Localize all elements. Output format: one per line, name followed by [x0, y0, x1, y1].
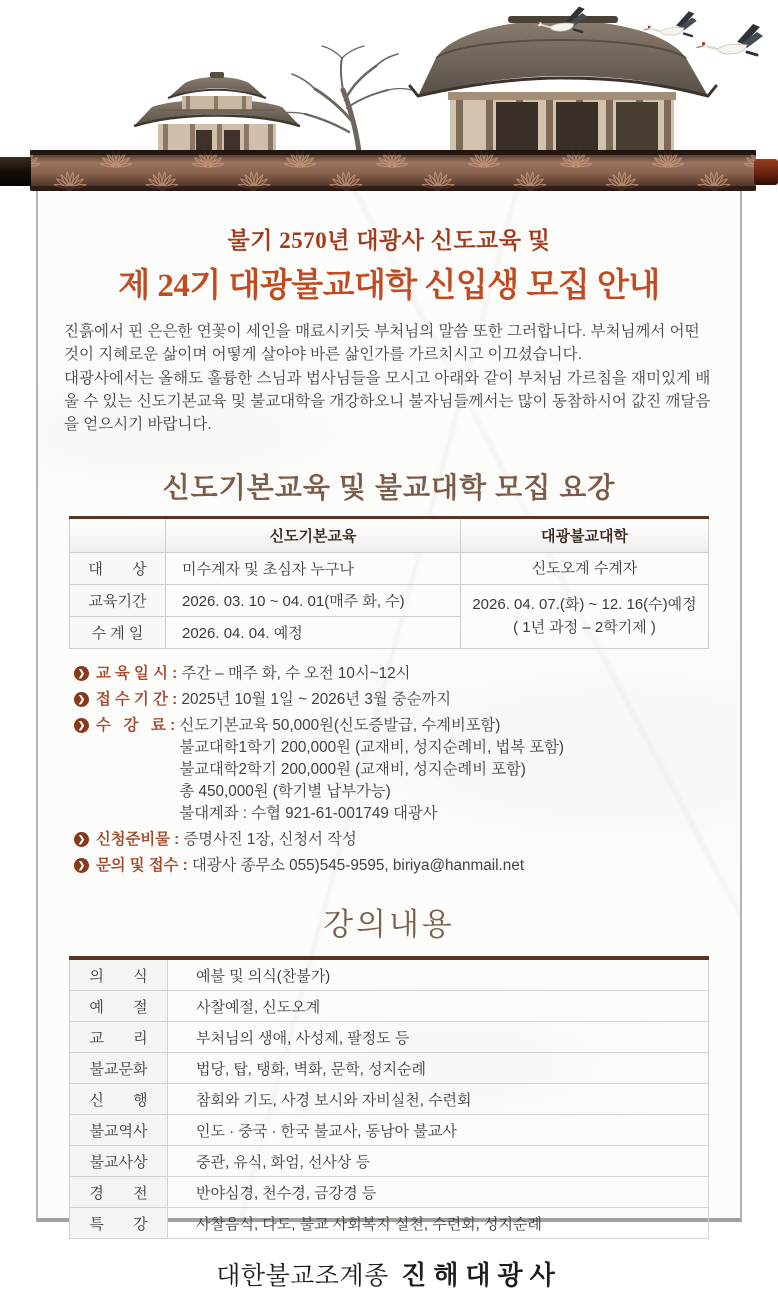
row-label-target: 대 상	[70, 553, 166, 585]
scroll-end-cap-right	[754, 159, 778, 185]
header-cell-buddhist-college: 대광불교대학	[461, 518, 709, 553]
detail-item-contact	[74, 855, 714, 877]
temple-right-illustration	[410, 16, 716, 164]
target-basic-value: 미수계자 및 초심자 누구나	[166, 553, 461, 585]
target-college-value: 신도오계 수계자	[461, 553, 709, 585]
detail-list	[74, 663, 714, 877]
table-row	[70, 1177, 709, 1208]
college-period-line1: 2026. 04. 07.(화) ~ 12. 16(수)예정	[472, 596, 697, 614]
detail-label: 수 강 료 :	[96, 717, 180, 735]
detail-label: 신청준비물 :	[96, 831, 184, 849]
recruitment-section-heading: 신도기본교육 및 불교대학 모집 요강	[162, 473, 616, 505]
arrow-bullet-icon: ❯	[74, 692, 89, 707]
table-row-target	[70, 553, 709, 585]
subject-content: 예불 및 의식(찬불가)	[168, 958, 709, 991]
precepts-basic-value: 2026. 04. 04. 예정	[166, 617, 461, 649]
subject-label: 불교역사	[70, 1115, 168, 1146]
subject-content: 중관, 유식, 화엄, 선사상 등	[168, 1146, 709, 1177]
subject-label: 경 전	[70, 1177, 168, 1208]
arrow-bullet-icon: ❯	[74, 832, 89, 847]
period-basic-value: 2026. 03. 10 ~ 04. 01(매주 화, 수)	[166, 585, 461, 617]
temple-left-illustration	[134, 72, 300, 162]
detail-item-application-materials	[74, 829, 714, 851]
arrow-bullet-icon: ❯	[74, 666, 89, 681]
intro-paragraph-2: 대광사에서는 올해도 훌륭한 스님과 법사님들을 모시고 아래와 같이 부처님 가르침을 재미있게 배울 수 있는 신도기본교육 및 불교대학을 개강하오니 불자님들께서는 많이 동참하시어 값진 깨달음을 얻으시기 바랍니다.	[64, 369, 711, 433]
row-label-period: 교육기간	[70, 585, 166, 617]
table-row	[70, 1053, 709, 1084]
scroll-end-cap-left	[0, 157, 31, 186]
arrow-bullet-icon: ❯	[74, 718, 89, 733]
footer-order-name: 대한불교조계종	[216, 1262, 389, 1291]
table-row	[70, 1208, 709, 1239]
tree-illustration	[280, 46, 412, 163]
lecture-table	[69, 956, 709, 1239]
fee-line-total: 총 450,000원 (학기별 납부가능)	[179, 783, 391, 801]
subject-content: 부처님의 생애, 사성제, 팔정도 등	[168, 1022, 709, 1053]
detail-value: 증명사진 1장, 신청서 작성	[183, 831, 357, 849]
fee-line-semester1: 불교대학1학기 200,000원 (교재비, 성지순례비, 법복 포함)	[179, 739, 564, 757]
table-row-period	[70, 585, 709, 617]
page-title-line2: 제 24기 대광불교대학 신입생 모집 안내	[118, 268, 660, 304]
header-cell-empty	[70, 518, 166, 553]
subject-label: 의 식	[70, 958, 168, 991]
page-title-line1: 불기 2570년 대광사 신도교육 및	[227, 228, 551, 253]
table-row	[70, 1115, 709, 1146]
college-period-line2: ( 1년 과정 – 2학기제 )	[513, 618, 656, 636]
subject-label: 불교문화	[70, 1053, 168, 1084]
table-row	[70, 1146, 709, 1177]
detail-value: 주간 – 매주 화, 수 오전 10시~12시	[181, 665, 411, 683]
detail-item-education-time	[74, 663, 714, 685]
footer-temple-title: 진해대광사	[401, 1260, 562, 1291]
detail-item-application-period	[74, 689, 714, 711]
table-row	[70, 991, 709, 1022]
subject-label: 교 리	[70, 1022, 168, 1053]
lecture-section-heading: 강의내용	[323, 907, 455, 943]
detail-value: 대광사 종무소 055)545-9595, biriya@hanmail.net	[191, 857, 525, 875]
intro-text	[64, 320, 716, 436]
subject-content: 법당, 탑, 탱화, 벽화, 문학, 성지순례	[168, 1053, 709, 1084]
subject-label: 불교사상	[70, 1146, 168, 1177]
period-college-value	[461, 585, 709, 649]
detail-label: 접 수 기 간 :	[96, 691, 182, 709]
paper-sheet	[36, 186, 742, 1291]
subject-content: 참회와 기도, 사경 보시와 자비실천, 수련회	[168, 1084, 709, 1115]
detail-value: 2025년 10월 1일 ~ 2026년 3월 중순까지	[181, 691, 451, 709]
detail-item-tuition-fee	[74, 715, 714, 825]
row-label-precepts-day: 수 계 일	[70, 617, 166, 649]
subject-label: 특 강	[70, 1208, 168, 1239]
scroll-rod	[0, 150, 778, 191]
table-header-row	[70, 518, 709, 553]
fee-line-bank-account: 불대계좌 : 수협 921-61-001749 대광사	[179, 805, 438, 823]
fee-line-basic: 신도기본교육 50,000원(신도증발급, 수계비포함)	[179, 717, 501, 735]
header-cell-basic-education: 신도기본교육	[166, 518, 461, 553]
detail-label: 교 육 일 시 :	[96, 665, 182, 683]
subject-label: 예 절	[70, 991, 168, 1022]
subject-content: 사찰음식, 다도, 불교 사회복지 실천, 수련회, 성지순례	[168, 1208, 709, 1239]
recruitment-table	[69, 516, 709, 649]
intro-paragraph-1: 진흙에서 핀 은은한 연꽃이 세인을 매료시키듯 부처님의 말씀 또한 그러합니다. 부처님께서 어떤 것이 지혜로운 삶이며 어떻게 살아야 바른 삶인가를 가르치시고 이끄셨습니다.	[64, 323, 700, 364]
subject-content: 인도 · 중국 · 한국 불교사, 동남아 불교사	[168, 1115, 709, 1146]
table-row	[70, 1022, 709, 1053]
detail-value	[179, 715, 564, 825]
table-row	[70, 958, 709, 991]
fee-line-semester2: 불교대학2학기 200,000원 (교재비, 성지순례비 포함)	[179, 761, 526, 779]
subject-content: 사찰예절, 신도오계	[168, 991, 709, 1022]
subject-content: 반야심경, 천수경, 금강경 등	[168, 1177, 709, 1208]
subject-label: 신 행	[70, 1084, 168, 1115]
footer-temple-name	[64, 1255, 714, 1292]
table-row	[70, 1084, 709, 1115]
arrow-bullet-icon: ❯	[74, 858, 89, 873]
detail-label: 문의 및 접수 :	[96, 857, 192, 875]
temple-artwork	[0, 0, 778, 200]
